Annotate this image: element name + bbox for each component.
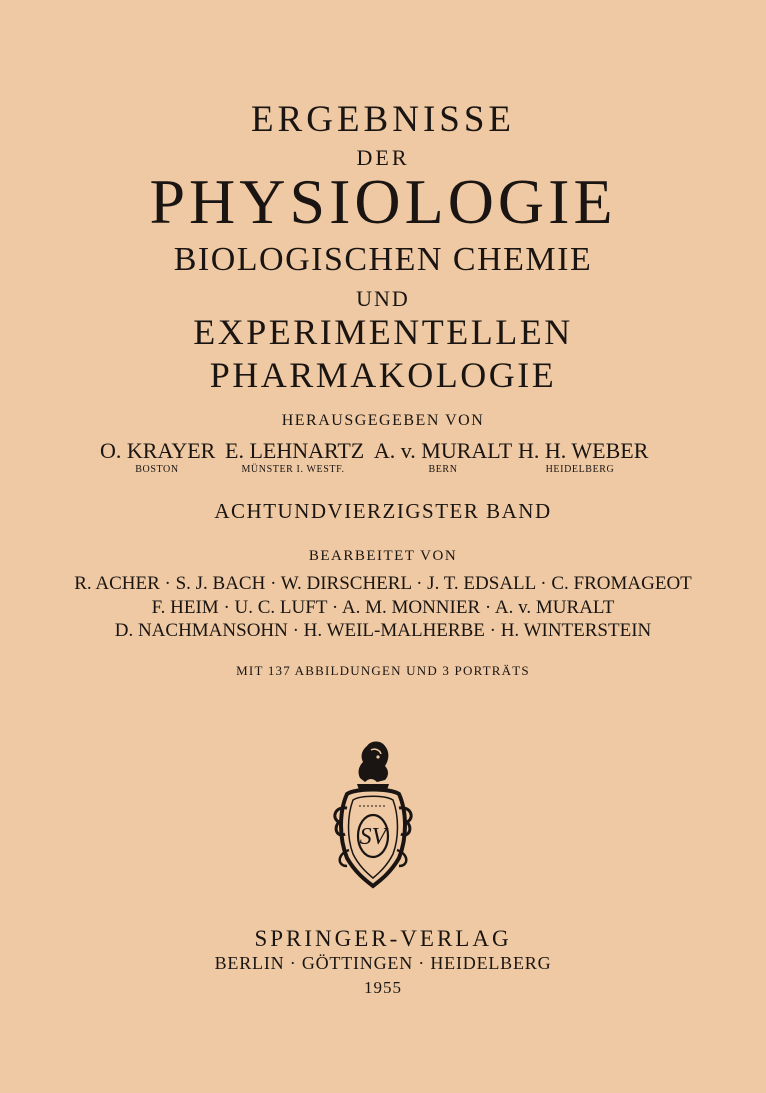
editor-name: E. LEHNARTZ bbox=[225, 438, 365, 463]
authors-line: F. HEIM · U. C. LUFT · A. M. MONNIER · A. v. MURALT bbox=[151, 597, 615, 618]
editor-name: O. KRAYER bbox=[100, 438, 216, 463]
editor-name: A. v. MURALT bbox=[373, 438, 513, 463]
series-title-biologischen-chemie: BIOLOGISCHEN CHEMIE bbox=[173, 241, 593, 278]
editors-list bbox=[0, 438, 766, 478]
editors-heading: HERAUSGEGEBEN VON bbox=[281, 412, 485, 429]
series-title-experimentellen: EXPERIMENTELLEN bbox=[193, 312, 573, 352]
authors-line: D. NACHMANSOHN · H. WEIL-MALHERBE · H. WINTERSTEIN bbox=[114, 620, 652, 641]
publication-year: 1955 bbox=[364, 978, 402, 997]
series-title-und: UND bbox=[356, 286, 410, 311]
volume-number: ACHTUNDVIERZIGSTER BAND bbox=[214, 499, 552, 523]
editor bbox=[225, 438, 365, 476]
authors-line: R. ACHER · S. J. BACH · W. DIRSCHERL · J. T. EDSALL · C. FROMAGEOT bbox=[74, 573, 692, 594]
series-title-der: DER bbox=[356, 145, 410, 170]
editor bbox=[518, 438, 649, 476]
authors-heading: BEARBEITET VON bbox=[308, 548, 458, 564]
springer-knight-logo-icon bbox=[327, 738, 419, 894]
series-title-pharmakologie: PHARMAKOLOGIE bbox=[209, 355, 557, 395]
editor bbox=[373, 438, 513, 476]
editor-city: BOSTON bbox=[135, 464, 179, 475]
editor-city: BERN bbox=[428, 464, 458, 475]
logo-monogram: SV bbox=[359, 824, 387, 850]
illustrations-note: MIT 137 ABBILDUNGEN UND 3 PORTRÄTS bbox=[236, 663, 530, 678]
publisher-name: SPRINGER-VERLAG bbox=[254, 926, 512, 951]
editor bbox=[100, 438, 214, 476]
editor-name: H. H. WEBER bbox=[518, 438, 649, 463]
editor-city: HEIDELBERG bbox=[545, 464, 615, 475]
series-title-ergebnisse: ERGEBNISSE bbox=[250, 99, 516, 140]
series-title-physiologie: PHYSIOLOGIE bbox=[149, 166, 617, 237]
publisher-places: BERLIN · GÖTTINGEN · HEIDELBERG bbox=[214, 953, 552, 973]
editor-city: MÜNSTER I. WESTF. bbox=[241, 464, 345, 475]
